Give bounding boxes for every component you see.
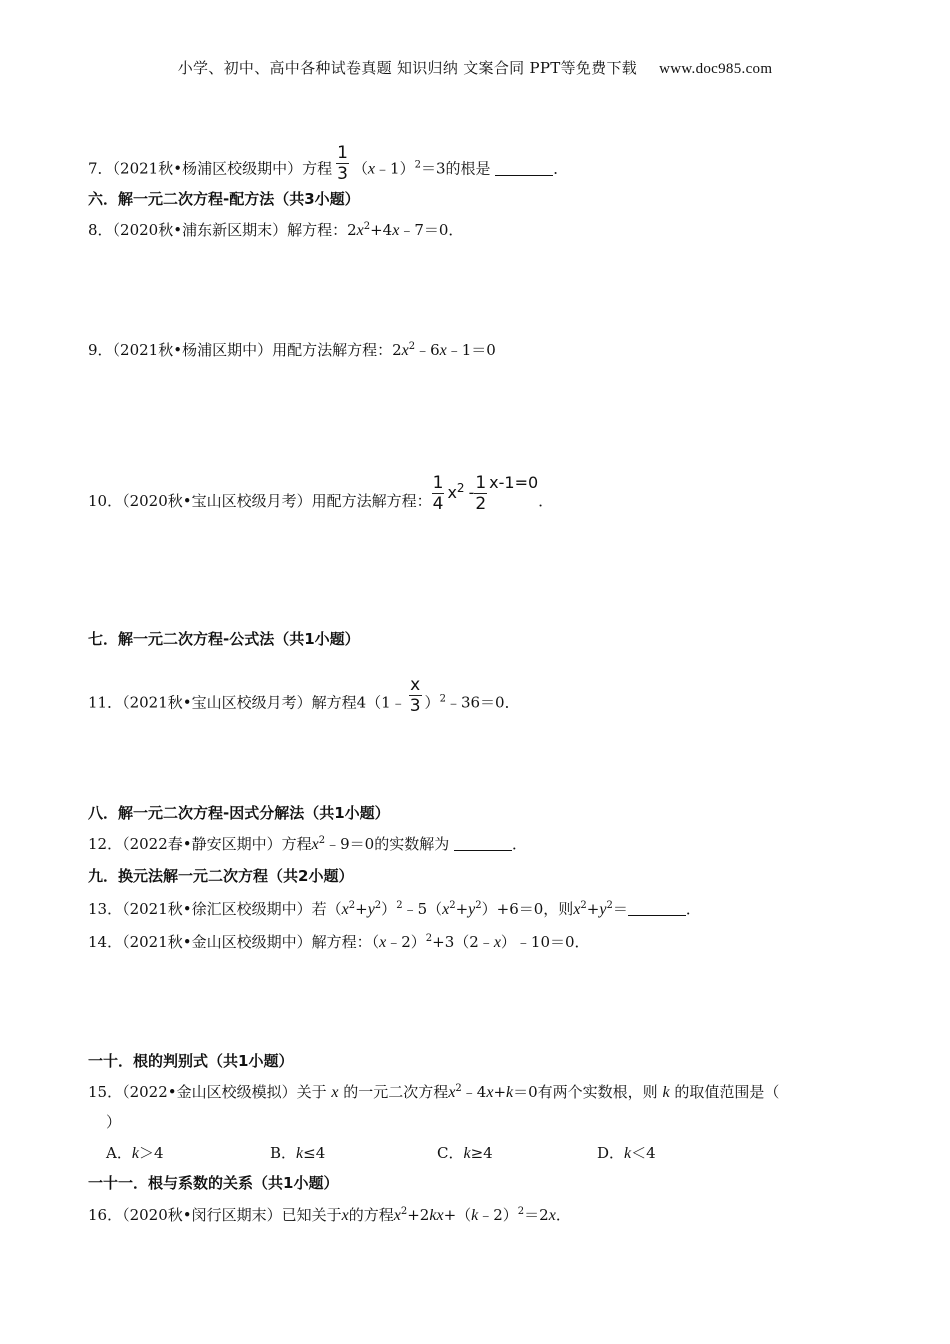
q15-paren-line <box>106 1112 121 1132</box>
q15-option-c-expr: ≥4 <box>470 1144 493 1162</box>
q8-rest: ﹣7＝0． <box>399 221 464 239</box>
q13-mid: ﹣5（ <box>402 900 443 918</box>
q13-number: 13． <box>88 900 123 918</box>
q11-frac-den: 3 <box>409 696 421 716</box>
q13-close: ） <box>381 900 397 918</box>
header-site: www.doc985.com <box>659 61 773 77</box>
q15-option-c-label: C． <box>437 1144 464 1162</box>
q15-source: （2022•金山区校级模拟）关于 <box>122 1083 327 1101</box>
q10-exp: 2 <box>456 481 465 495</box>
q8-exp: 2 <box>363 221 371 232</box>
q15-text3: ＝0有两个实数根，则 <box>513 1083 658 1101</box>
q9-exp: 2 <box>408 341 416 352</box>
q7-frac-num: 1 <box>337 143 348 163</box>
q13-e7: 2 <box>606 900 613 911</box>
q14-minus2: ﹣2） <box>386 933 426 951</box>
q14-mid: +3（2﹣ <box>432 933 494 951</box>
q10-number: 10． <box>88 492 123 510</box>
q16-source: （2020秋•闵行区期末）已知关于 <box>122 1206 342 1224</box>
q13-x-c: x <box>573 901 581 918</box>
q16-x-a: x <box>341 1207 349 1224</box>
q14-exp: 2 <box>425 933 433 944</box>
q12-exp: 2 <box>318 835 326 846</box>
q9-number: 9． <box>88 341 113 359</box>
q11-rest: ﹣36＝0． <box>445 693 520 712</box>
q12-end: ． <box>511 835 527 853</box>
q16-eq: ＝2 <box>524 1206 549 1224</box>
q10-frac2-den: 2 <box>475 494 487 514</box>
section-9-title: 九．换元法解一元二次方程（共2小题） <box>88 867 354 885</box>
q14-x-a: x <box>379 934 387 951</box>
q15-x-b: x <box>448 1084 456 1101</box>
q14-rest: ）﹣10＝0． <box>500 933 590 951</box>
q10-tail: x-1=0 <box>489 473 539 492</box>
q11-exp: 2 <box>439 693 446 705</box>
q15-x-c: x <box>486 1084 494 1101</box>
section-8-title: 八．解一元二次方程-因式分解法（共1小题） <box>88 804 390 822</box>
question-12 <box>88 834 527 855</box>
q15-option-b-expr: ≤4 <box>303 1144 326 1162</box>
q15-exp: 2 <box>455 1083 462 1094</box>
q13-x-b: x <box>442 901 450 918</box>
q10-equation <box>432 473 539 514</box>
q15-option-d-k: k <box>624 1145 632 1162</box>
q10-end: ． <box>538 492 554 510</box>
q15-plus: + <box>493 1083 507 1101</box>
q13-y-a: y <box>367 901 375 918</box>
q15-k-b: k <box>662 1084 670 1101</box>
q15-paren-close: ） <box>106 1113 122 1131</box>
q13-e3: 2 <box>396 900 403 911</box>
q12-x: x <box>311 836 319 853</box>
q13-plus-b: + <box>455 900 469 918</box>
q8-number: 8． <box>88 221 113 239</box>
q15-option-a-label: A． <box>106 1144 132 1162</box>
question-15 <box>88 1082 779 1103</box>
q15-option-a-k: k <box>131 1145 139 1162</box>
q11-paren-close: ） <box>424 693 440 712</box>
question-14 <box>88 932 590 953</box>
q15-option-c <box>437 1142 493 1163</box>
q13-tail: ）+6＝0，则 <box>481 900 574 918</box>
q11-frac-num: x <box>410 675 421 695</box>
question-7 <box>88 143 569 189</box>
q10-frac1-den: 4 <box>432 494 444 514</box>
q13-end: ． <box>685 900 701 918</box>
q16-minus2: ﹣2） <box>478 1206 518 1224</box>
question-11 <box>88 675 520 723</box>
q9-minus6: ﹣6 <box>415 341 440 359</box>
header-text: 小学、初中、高中各种试卷真题 知识归纳 文案合同 PPT等免费下载 <box>177 59 638 77</box>
q13-source: （2021秋•徐汇区校级期中）若（ <box>122 900 342 918</box>
section-11-title: 一十一．根与系数的关系（共1小题） <box>88 1174 339 1192</box>
q16-exp: 2 <box>400 1206 408 1217</box>
q16-kx: kx <box>429 1207 444 1224</box>
q7-answer-blank <box>495 161 553 176</box>
section-6-title: 六．解一元二次方程-配方法（共3小题） <box>88 190 360 208</box>
q16-number: 16． <box>88 1206 123 1224</box>
q13-e2: 2 <box>374 900 382 911</box>
q11-fraction <box>409 676 422 715</box>
q16-text1: 的方程 <box>348 1206 394 1224</box>
q13-plus-c: + <box>586 900 600 918</box>
q7-rest: ＝3的根是 <box>420 159 491 178</box>
q13-y-b: y <box>468 901 476 918</box>
q16-e2: 2 <box>517 1206 525 1217</box>
q16-plus2: +2 <box>407 1206 430 1224</box>
section-10-title: 一十．根的判别式（共1小题） <box>88 1052 294 1070</box>
q13-eq: ＝ <box>612 900 628 918</box>
q7-frac-den: 3 <box>337 164 348 184</box>
q10-x2: x <box>447 483 457 502</box>
q7-number: 7． <box>88 159 113 178</box>
q10-source: （2020秋•宝山区校级月考）用配方法解方程： <box>122 492 432 510</box>
q15-text4: 的取值范围是（ <box>674 1083 780 1101</box>
q14-number: 14． <box>88 933 123 951</box>
q16-end: ． <box>555 1206 571 1224</box>
q8-source: （2020秋•浦东新区期末）解方程：2 <box>112 221 357 239</box>
q13-e6: 2 <box>580 900 587 911</box>
q9-rest: ﹣1＝0 <box>446 341 496 359</box>
q15-option-d-expr: ＜4 <box>631 1144 656 1162</box>
q13-answer-blank <box>628 901 686 916</box>
q13-x-a: x <box>341 901 349 918</box>
q13-y-c: y <box>599 901 607 918</box>
q7-exp: 2 <box>414 159 421 171</box>
q7-fraction <box>336 144 349 183</box>
q15-text1: 的一元二次方程 <box>343 1083 449 1101</box>
q16-open: +（ <box>443 1206 472 1224</box>
q10-frac1-num: 1 <box>432 473 444 493</box>
q16-x-c: x <box>548 1207 556 1224</box>
q9-source: （2021秋•杨浦区期中）用配方法解方程：2 <box>112 341 402 359</box>
q15-option-a <box>106 1142 164 1163</box>
page-header <box>0 57 950 78</box>
q11-source: （2021秋•宝山区校级月考）解方程4（1﹣ <box>122 693 406 712</box>
q7-paren: （ <box>352 159 368 178</box>
q15-option-b-label: B． <box>270 1144 297 1162</box>
q16-k: k <box>471 1207 479 1224</box>
q15-option-b <box>270 1142 325 1163</box>
q10-minus: - <box>468 483 475 502</box>
q9-x2: x <box>439 342 447 359</box>
question-8 <box>88 220 463 241</box>
q15-option-a-expr: ＞4 <box>138 1144 164 1162</box>
q14-source: （2021秋•金山区校级期中）解方程：（ <box>122 933 380 951</box>
question-9 <box>88 340 496 361</box>
q15-k-a: k <box>506 1084 514 1101</box>
q8-x2: x <box>392 222 400 239</box>
q8-x1: x <box>356 222 364 239</box>
q12-number: 12． <box>88 835 123 853</box>
q7-source: （2021秋•杨浦区校级期中）方程 <box>112 159 333 178</box>
q7-var-x: x <box>367 160 376 178</box>
q15-text2: ﹣4 <box>461 1083 487 1101</box>
q12-answer-blank <box>454 836 512 851</box>
question-10 <box>88 473 554 521</box>
q15-option-d-label: D． <box>597 1144 625 1162</box>
q15-option-b-k: k <box>296 1145 304 1162</box>
q13-e4: 2 <box>449 900 456 911</box>
q15-option-c-k: k <box>463 1145 471 1162</box>
section-7-title: 七．解一元二次方程-公式法（共1小题） <box>88 630 360 648</box>
q12-rest: ﹣9＝0的实数解为 <box>325 835 450 853</box>
q10-frac1 <box>432 474 445 513</box>
q12-source: （2022春•静安区期中）方程 <box>122 835 312 853</box>
q16-x-b: x <box>393 1207 401 1224</box>
q15-x-a: x <box>331 1084 339 1101</box>
q7-minus-one: ﹣1） <box>375 159 415 178</box>
q11-number: 11． <box>88 693 123 712</box>
q8-plus4: +4 <box>370 221 393 239</box>
q9-x1: x <box>401 342 409 359</box>
q13-e1: 2 <box>348 900 356 911</box>
q13-plus-a: + <box>355 900 368 918</box>
question-13 <box>88 899 701 920</box>
q15-option-d <box>597 1142 656 1163</box>
question-16 <box>88 1205 571 1226</box>
q7-end: ． <box>553 159 569 178</box>
q13-e5: 2 <box>475 900 482 911</box>
q15-number: 15． <box>88 1083 123 1101</box>
q10-frac2-num: 1 <box>475 473 487 493</box>
q14-x-b: x <box>493 934 501 951</box>
q10-frac2 <box>474 474 487 513</box>
